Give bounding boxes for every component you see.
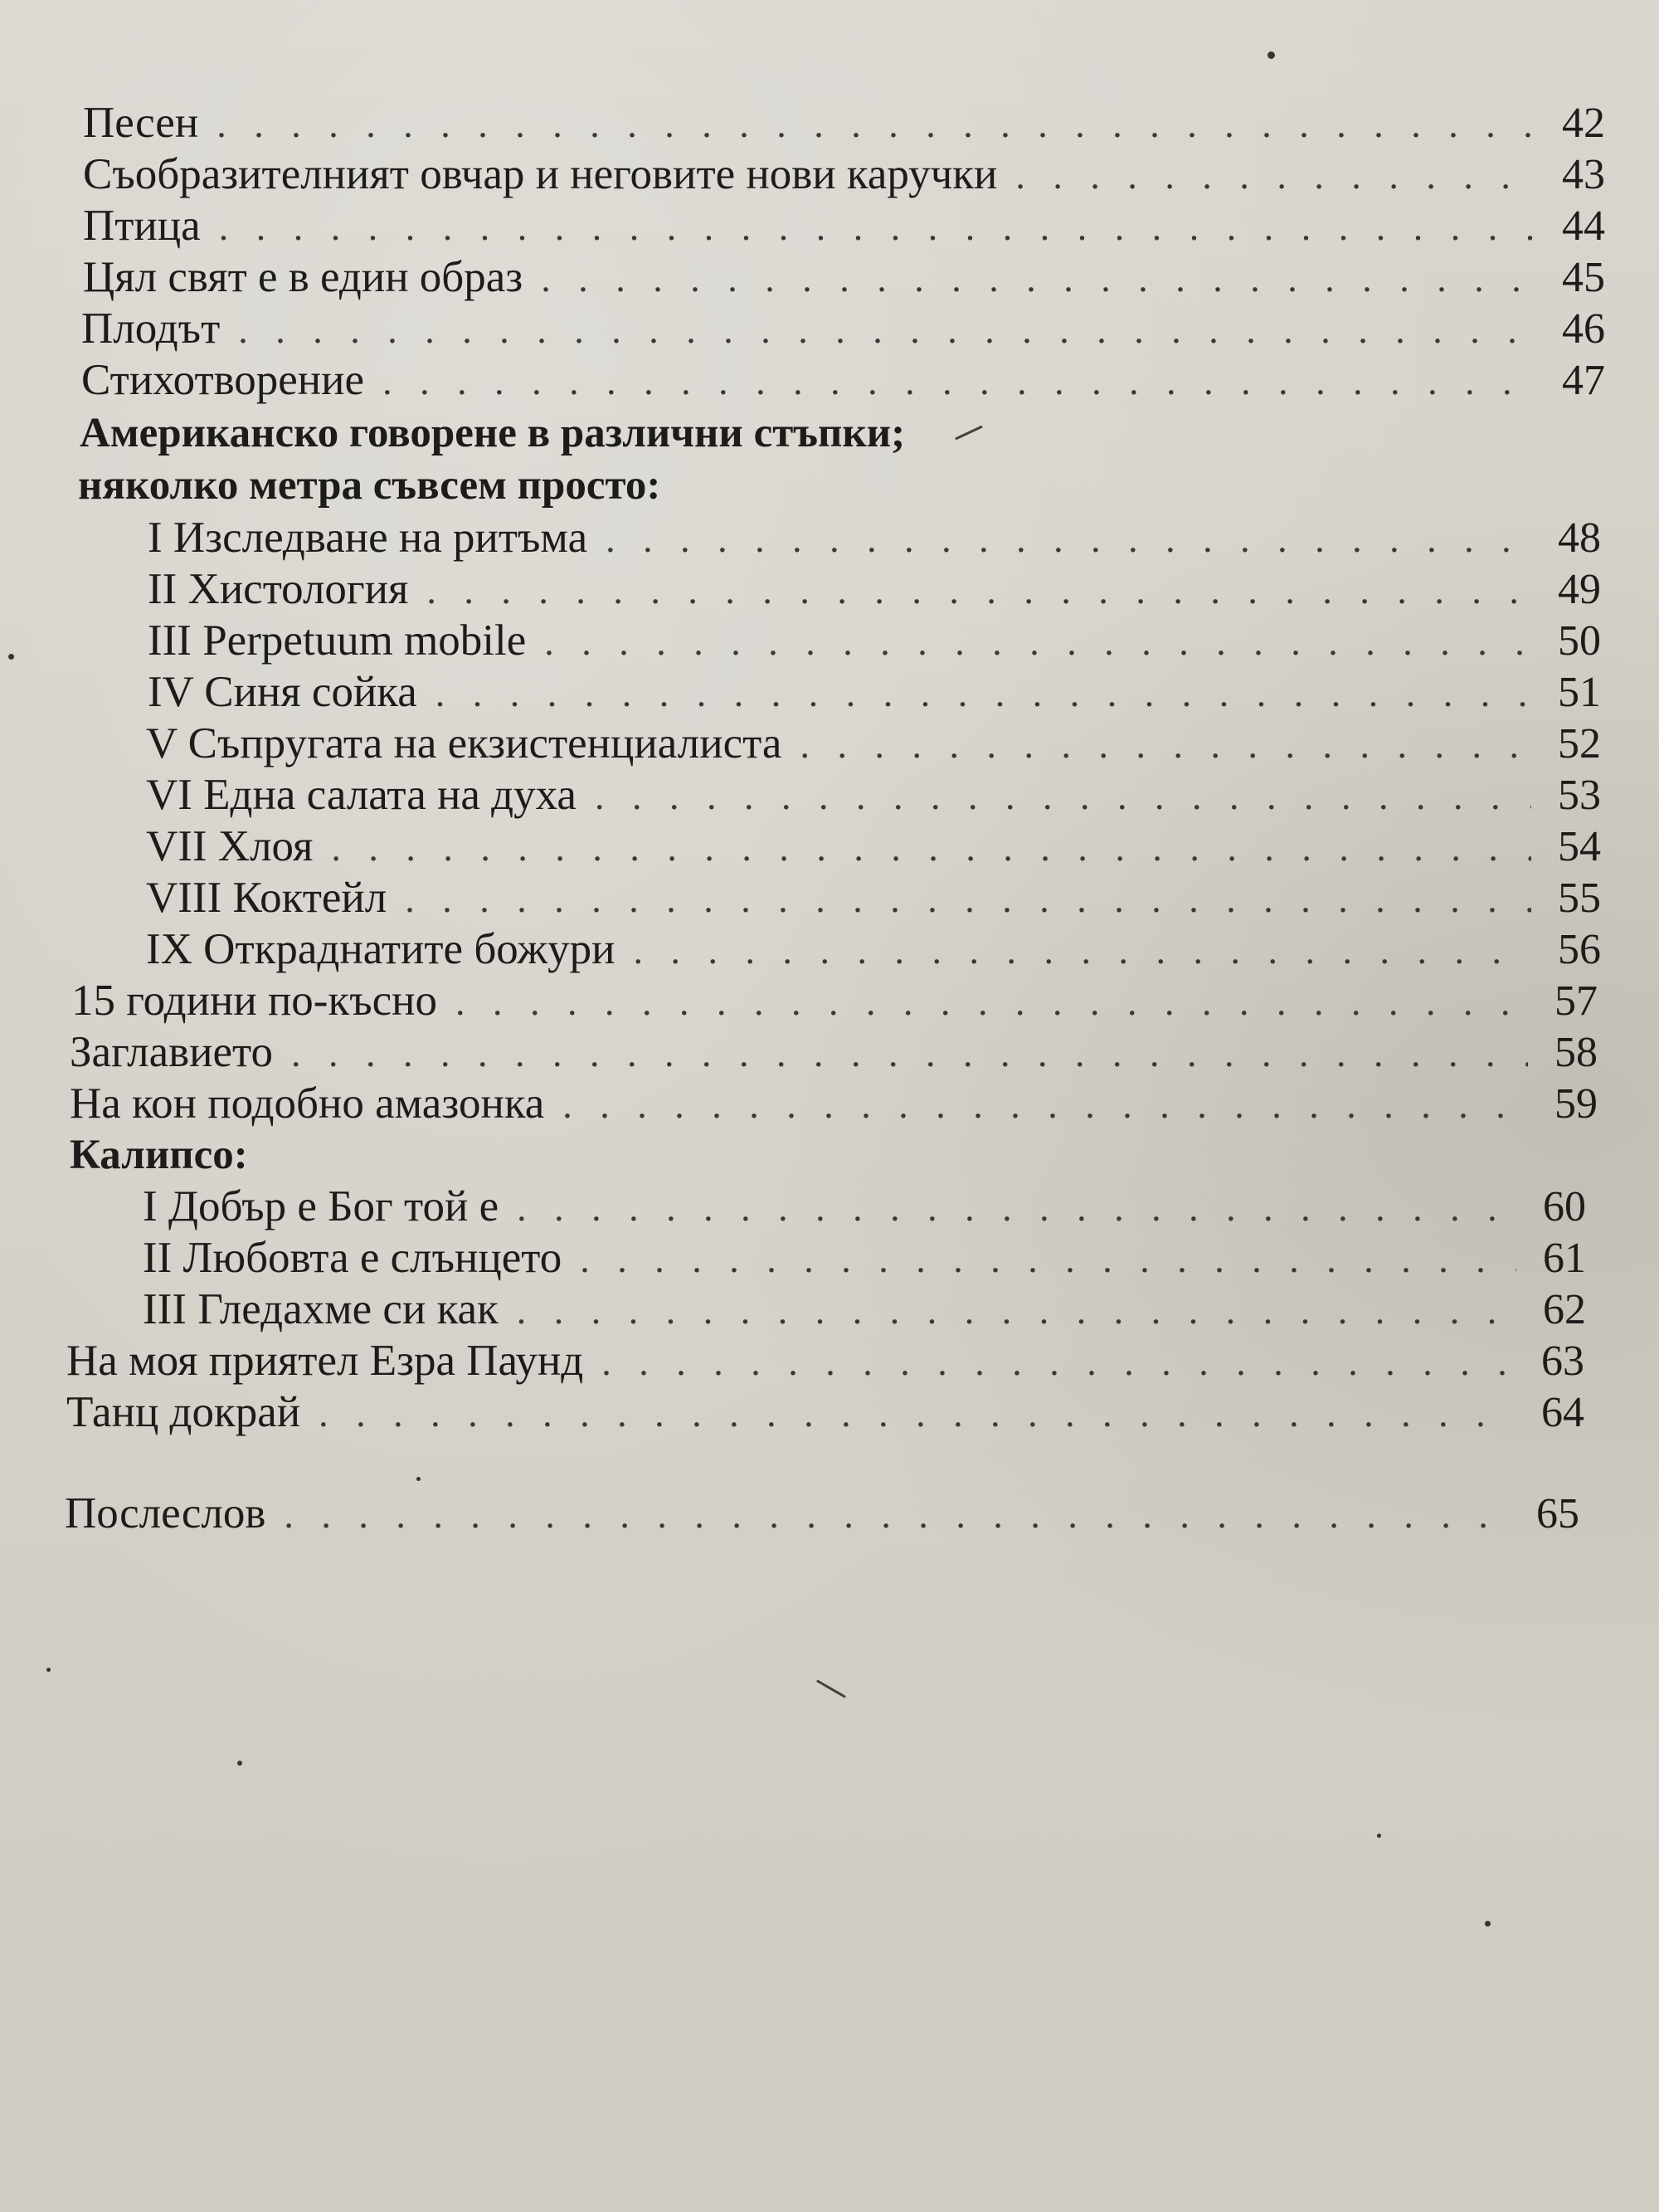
- toc-entry-page: 59: [1554, 1080, 1598, 1128]
- dot-leader: [541, 254, 1535, 304]
- toc-entry-title: Птица: [83, 202, 201, 250]
- dot-leader: [455, 977, 1528, 1027]
- toc-entry: [81, 355, 1605, 407]
- toc-subentry: [148, 616, 1601, 667]
- toc-entry-page: 46: [1562, 305, 1605, 353]
- toc-subentry: [143, 1284, 1586, 1336]
- toc-subentry: [146, 873, 1601, 924]
- toc-entry-page: 63: [1541, 1337, 1584, 1385]
- toc-entry-title: I Изследване на ритъма: [148, 514, 588, 562]
- dot-leader: [238, 305, 1535, 355]
- toc-entry-page: 52: [1558, 720, 1601, 767]
- toc-entry-page: 53: [1558, 772, 1601, 819]
- dot-leader: [219, 202, 1535, 252]
- dot-leader: [517, 1286, 1516, 1336]
- toc-entry-title: IX Откраднатите божури: [146, 925, 615, 973]
- toc-entry-title: VIII Коктейл: [146, 874, 387, 922]
- paper-speck: [237, 1761, 242, 1766]
- toc-entry-page: 56: [1558, 926, 1601, 973]
- dot-leader: [606, 514, 1531, 564]
- toc-subentry: [146, 924, 1601, 976]
- dot-leader: [595, 772, 1531, 821]
- toc-entry: [70, 1027, 1598, 1079]
- section-heading: Калипсо:: [70, 1132, 248, 1178]
- toc-entry-title: II Хистология: [148, 565, 409, 613]
- toc-entry-title: 15 години по-късно: [71, 977, 438, 1025]
- dot-leader: [319, 1389, 1515, 1439]
- dot-leader: [544, 617, 1531, 667]
- dot-leader: [405, 875, 1531, 924]
- toc-entry-page: 61: [1543, 1235, 1586, 1282]
- dot-leader: [517, 1183, 1516, 1233]
- toc-entry-title: VII Хлоя: [146, 822, 314, 870]
- dot-leader: [601, 1337, 1515, 1387]
- section-heading: няколко метра съвсем просто:: [78, 462, 661, 509]
- toc-entry-page: 57: [1554, 977, 1598, 1025]
- toc-subentry: [143, 1182, 1586, 1233]
- toc-entry-page: 42: [1562, 100, 1605, 147]
- toc-entry-title: Песен: [83, 99, 199, 147]
- toc-entry-title: Съобразителният овчар и неговите нови каручки: [83, 150, 998, 198]
- toc-entry-title: Стихотворение: [81, 356, 365, 404]
- toc-entry: [83, 98, 1605, 149]
- toc-subentry: [146, 719, 1601, 770]
- toc-entry-title: II Любовта е слънцето: [143, 1234, 562, 1282]
- toc-entry-page: 48: [1558, 514, 1601, 562]
- dot-leader: [1015, 151, 1535, 201]
- toc-entry-page: 51: [1558, 669, 1601, 716]
- toc-entry-page: 62: [1543, 1286, 1586, 1333]
- toc-entry-page: 43: [1562, 151, 1605, 198]
- dot-leader: [435, 669, 1531, 719]
- dot-leader: [800, 720, 1531, 770]
- toc-entry: [81, 304, 1605, 355]
- toc-entry-page: 50: [1558, 617, 1601, 665]
- toc-entry-title: VI Една салата на духа: [146, 771, 577, 819]
- toc-entry: [83, 252, 1605, 304]
- toc-entry-page: 47: [1562, 357, 1605, 404]
- toc-entry-title: Танц докрай: [66, 1388, 301, 1436]
- dot-leader: [331, 823, 1531, 873]
- toc-subentry: [148, 667, 1601, 719]
- toc-entry-page: 65: [1536, 1490, 1579, 1537]
- section-heading: Американско говорене в различни стъпки;: [80, 410, 906, 456]
- paper-speck: [1377, 1834, 1381, 1838]
- dot-leader: [633, 926, 1531, 976]
- paper-speck: [1267, 51, 1275, 59]
- toc-entry-title: Послеслов: [65, 1489, 266, 1537]
- toc-entry-page: 44: [1562, 202, 1605, 250]
- dot-leader: [291, 1029, 1528, 1079]
- dot-leader: [562, 1080, 1528, 1130]
- toc-entry-page: 58: [1554, 1029, 1598, 1076]
- toc-entry: [83, 149, 1605, 201]
- toc-entry-page: 49: [1558, 566, 1601, 613]
- toc-entry-title: III Гледахме си как: [143, 1285, 499, 1333]
- toc-entry-title: III Perpetuum mobile: [148, 616, 527, 665]
- toc-entry: [66, 1336, 1584, 1387]
- toc-entry-title: На кон подобно амазонка: [70, 1079, 545, 1128]
- toc-entry-page: 64: [1541, 1389, 1584, 1436]
- toc-subentry: [146, 770, 1601, 821]
- toc-entry-title: На моя приятел Езра Паунд: [66, 1337, 584, 1385]
- toc-entry: [83, 201, 1605, 252]
- toc-subentry: [143, 1233, 1586, 1284]
- toc-entry-page: 55: [1558, 875, 1601, 922]
- dot-leader: [284, 1490, 1510, 1540]
- toc-subentry: [148, 513, 1601, 564]
- toc-entry: [70, 1079, 1598, 1130]
- paper-speck: [416, 1477, 421, 1481]
- dot-leader: [426, 566, 1531, 616]
- toc-entry-page: 54: [1558, 823, 1601, 870]
- toc-entry-afterword: [65, 1488, 1579, 1540]
- paper-speck: [46, 1668, 51, 1672]
- toc-entry-page: 45: [1562, 254, 1605, 301]
- toc-subentry: [146, 821, 1601, 873]
- toc-entry-title: I Добър е Бог той е: [143, 1182, 499, 1230]
- dot-leader: [382, 357, 1535, 407]
- toc-entry-title: Заглавието: [70, 1028, 273, 1076]
- dot-leader: [216, 100, 1535, 149]
- toc-entry-title: Цял свят е в един образ: [83, 253, 523, 301]
- toc-entry-page: 60: [1543, 1183, 1586, 1230]
- toc-subentry: [148, 564, 1601, 616]
- toc-entry-title: IV Синя сойка: [148, 668, 417, 716]
- paper-speck: [1485, 1921, 1491, 1927]
- toc-entry-title: Плодът: [81, 305, 221, 353]
- toc-entry: [71, 976, 1598, 1027]
- toc-entry: [66, 1387, 1584, 1439]
- paper-speck: [8, 654, 14, 660]
- dot-leader: [580, 1235, 1516, 1284]
- toc-entry-title: V Съпругата на екзистенциалиста: [146, 719, 782, 767]
